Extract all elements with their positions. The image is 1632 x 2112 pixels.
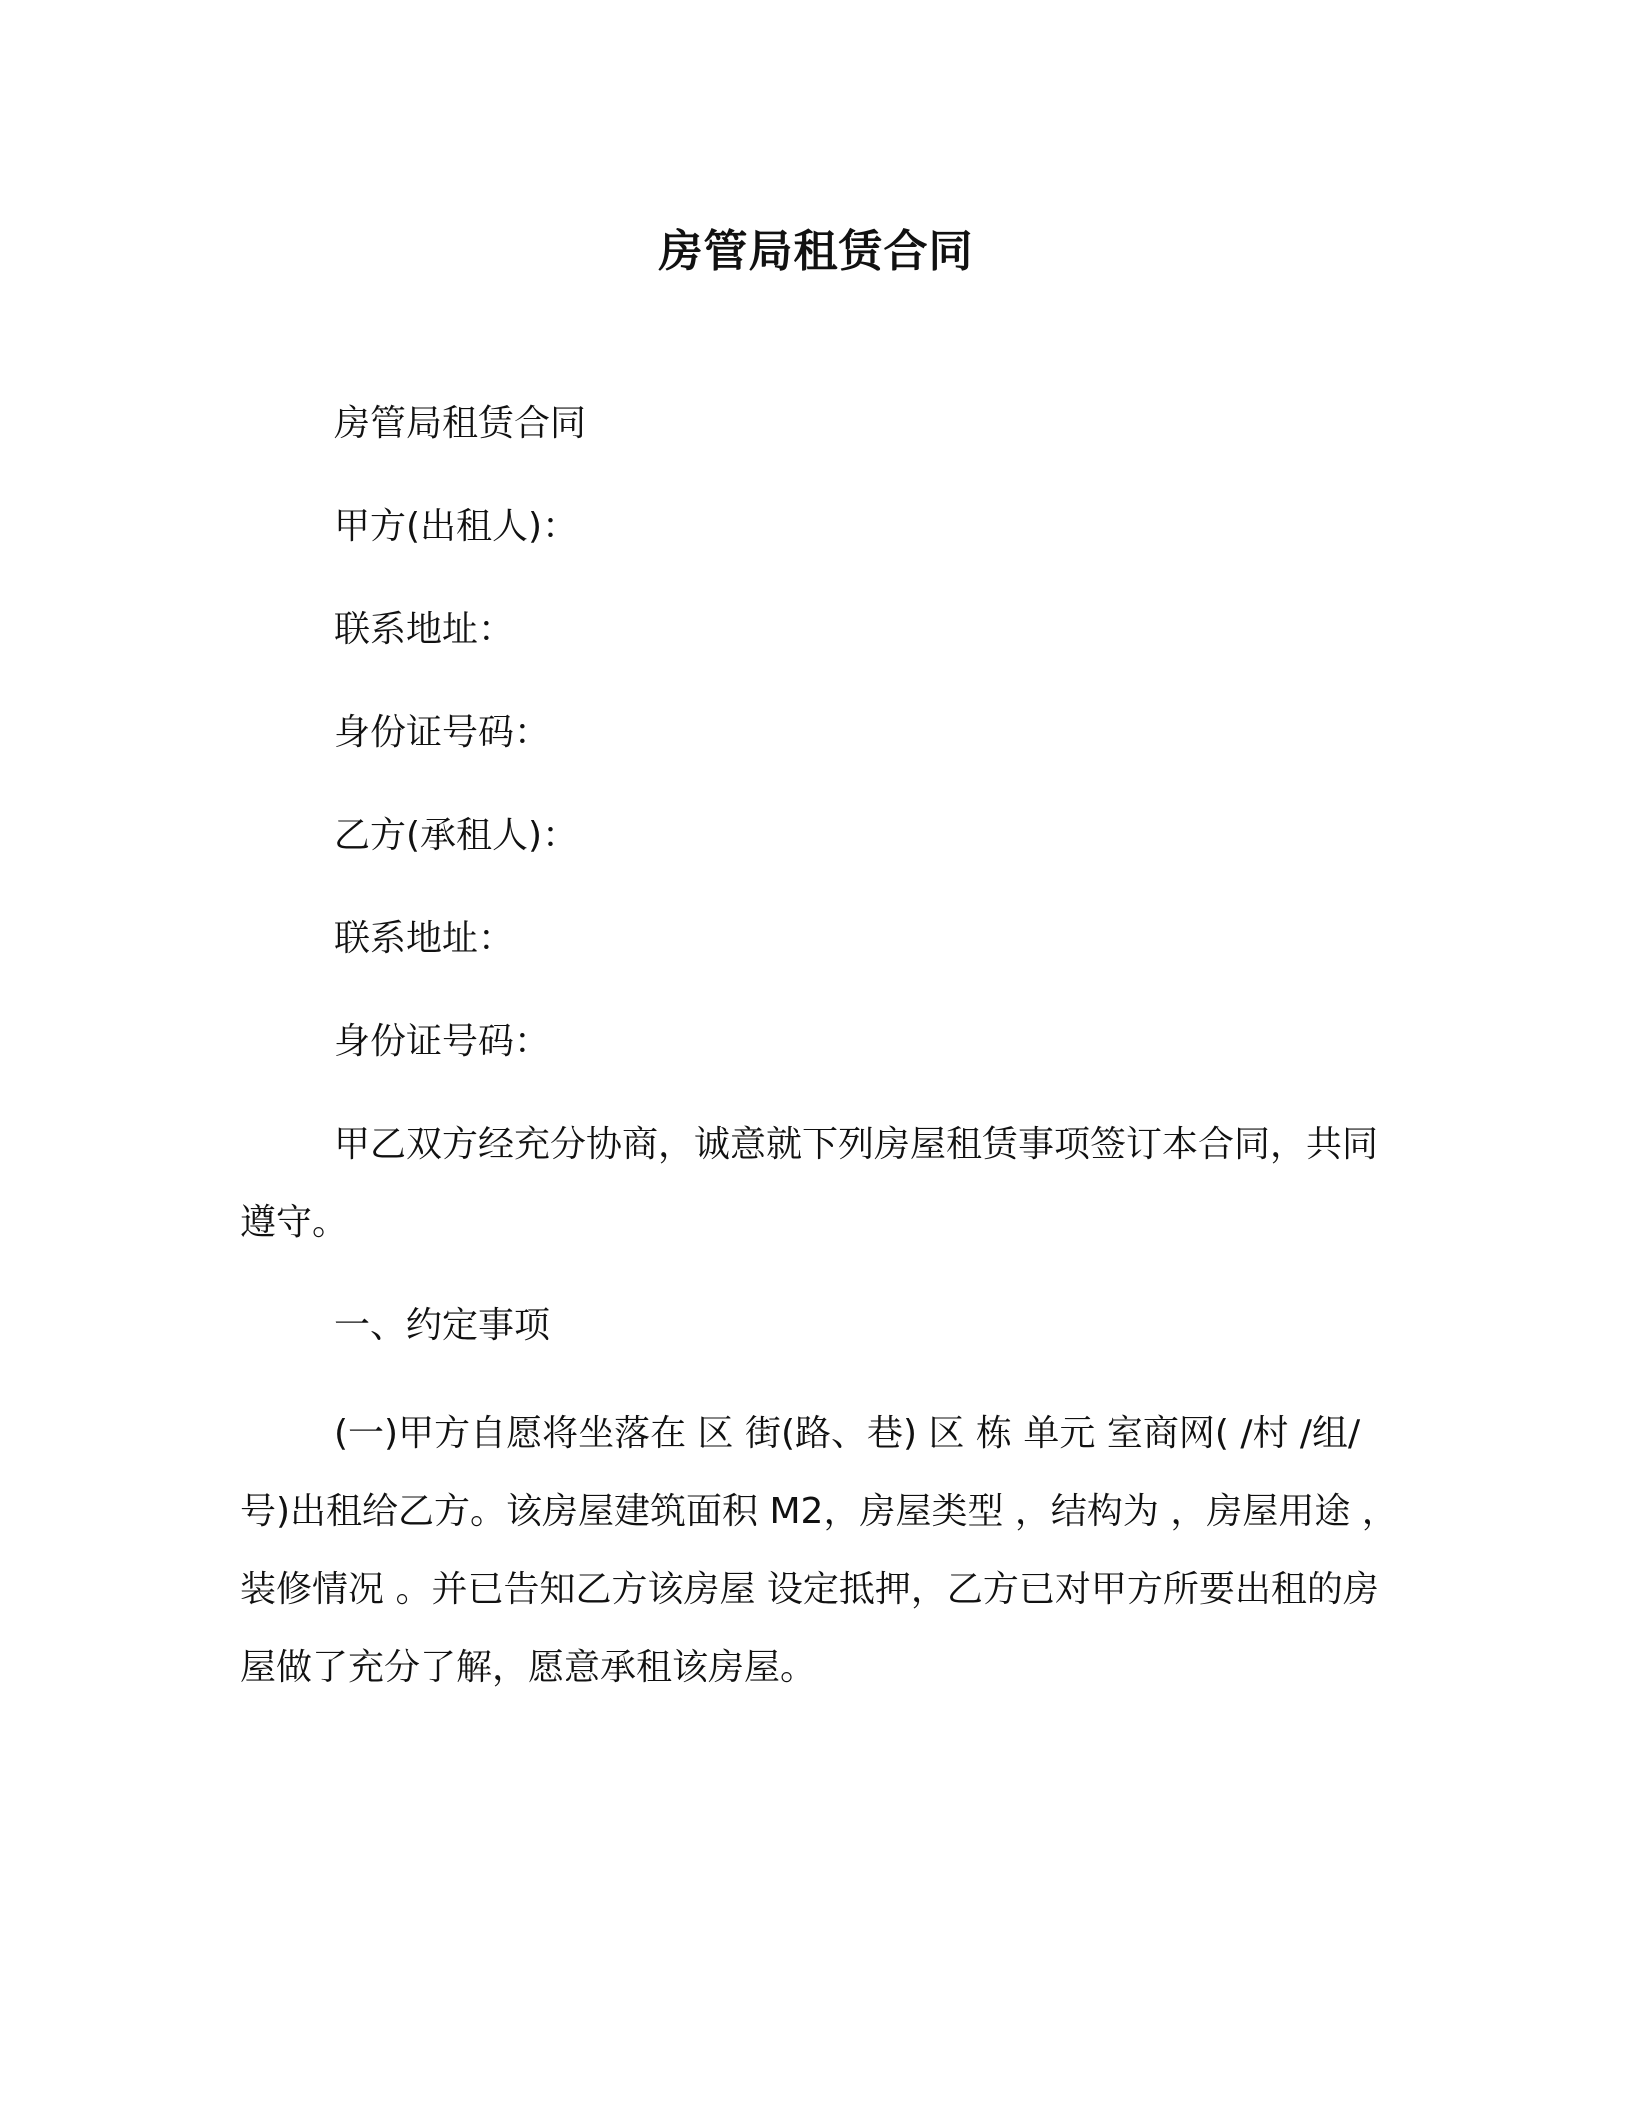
party-a-id-field: 身份证号码： (334, 712, 551, 753)
clause-1-paragraph: (一)甲方自愿将坐落在 区 街(路、巷) 区 栋 单元 室商网( /村 /组/ 号)出租给乙方。该房屋建筑面积 M2，房屋类型 ，结构为 ，房屋用途 ，装修情况 。并已告知乙方该房屋 设定抵押，乙方已对甲方所要出租的房屋做了充分了解，愿意承租该房屋。 (240, 1413, 1398, 1688)
agreement-paragraph: 甲乙双方经充分协商，诚意就下列房屋租赁事项签订本合同，共同遵守。 (240, 1124, 1379, 1243)
contract-heading: 房管局租赁合同 (334, 403, 587, 444)
party-a-address-field: 联系地址： (334, 609, 515, 650)
party-b-field: 乙方(承租人)： (334, 815, 579, 856)
document-title: 房管局租赁合同 (658, 226, 974, 277)
party-a-field: 甲方(出租人)： (334, 506, 579, 547)
party-b-address-field: 联系地址： (334, 918, 515, 959)
section-heading-1: 一、约定事项 (334, 1305, 551, 1346)
party-b-id-field: 身份证号码： (334, 1021, 551, 1062)
